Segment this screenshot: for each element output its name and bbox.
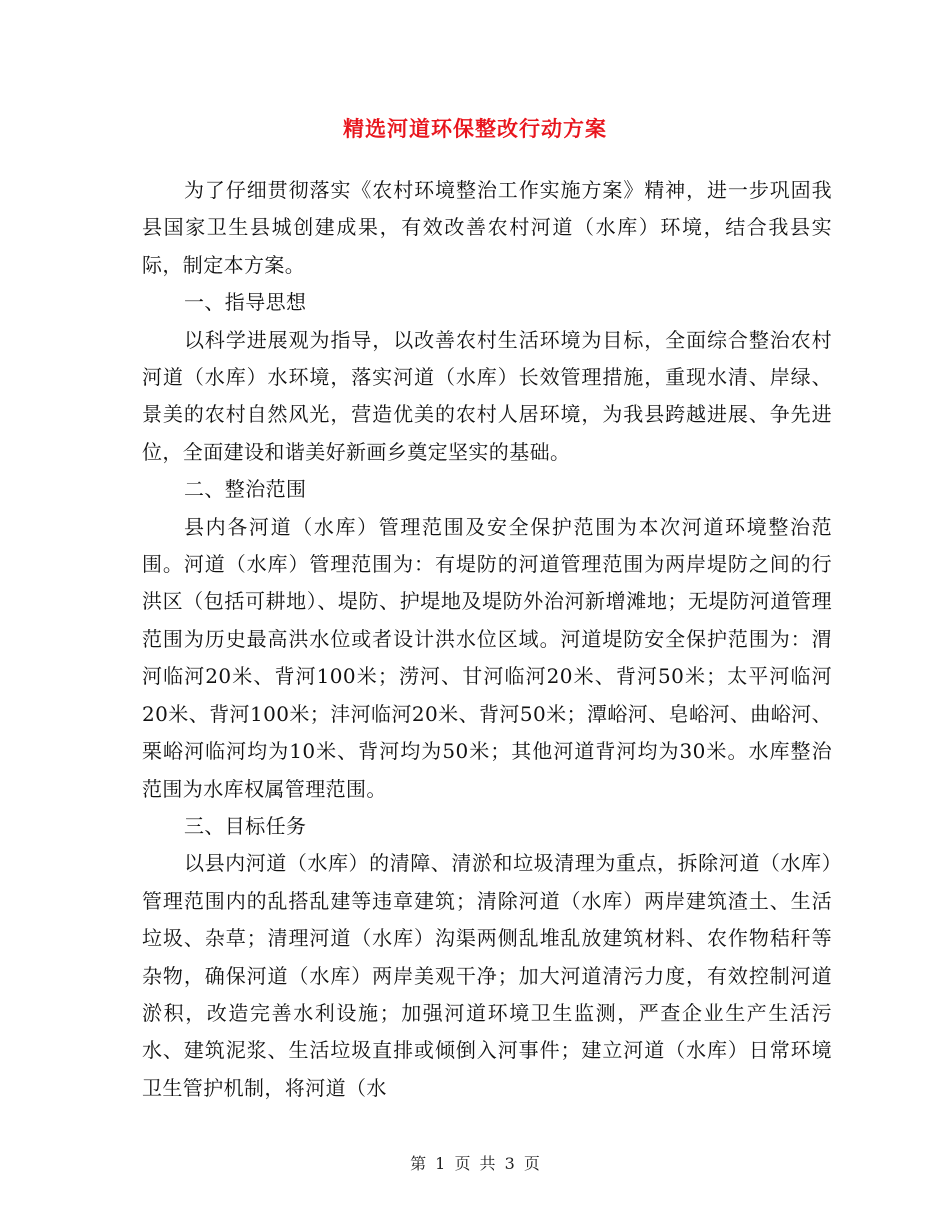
document-title: 精选河道环保整改行动方案: [343, 116, 607, 141]
goals-paragraph: 以县内河道（水库）的清障、清淤和垃圾清理为重点，拆除河道（水库）管理范围内的乱搭乱建等违章建筑；清除河道（水库）两岸建筑渣土、生活垃圾、杂草；清理河道（水库）沟渠两侧乱堆乱放建筑材料、农作物秸秆等杂物，确保河道（水库）两岸美观干净；加大河道清污力度，有效控制河道淤积，改造完善水利设施；加强河道环境卫生监测，严查企业生产生活污水、建筑泥浆、生活垃圾直排或倾倒入河事件；建立河道（水库）日常环境卫生管护机制，将河道（水: [142, 851, 832, 1100]
scope-paragraph: 县内各河道（水库）管理范围及安全保护范围为本次河道环境整治范围。河道（水库）管理范围为：有堤防的河道管理范围为两岸堤防之间的行洪区（包括可耕地）、堤防、护堤地及堤防外治河新增滩地；无堤防河道管理范围为历史最高洪水位或者设计洪水位区域。河道堤防安全保护范围为：渭河临河20米、背河100米；涝河、甘河临河20米、背河50米；太平河临河20米、背河100米；沣河临河20米、背河50米；潭峪河、皂峪河、曲峪河、栗峪河临河均为10米、背河均为50米；其他河道背河均为30米。水库整治范围为水库权属管理范围。: [142, 514, 832, 801]
guiding-ideology-paragraph: 以科学进展观为指导，以改善农村生活环境为目标，全面综合整治农村河道（水库）水环境，落实河道（水库）长效管理措施，重现水清、岸绿、景美的农村自然风光，营造优美的农村人居环境，为我县跨越进展、争先进位，全面建设和谐美好新画乡奠定坚实的基础。: [142, 327, 832, 464]
document-body: [142, 172, 832, 1107]
section-heading-goals: 三、目标任务: [184, 813, 307, 838]
section-heading-scope: 二、整治范围: [184, 477, 307, 502]
page-footer: 第 1 页 共 3 页: [410, 1154, 540, 1173]
section-heading-guiding-ideology: 一、指导思想: [184, 290, 307, 315]
intro-paragraph: 为了仔细贯彻落实《农村环境整治工作实施方案》精神，进一步巩固我县国家卫生县城创建成果，有效改善农村河道（水库）环境，结合我县实际，制定本方案。: [142, 178, 832, 277]
